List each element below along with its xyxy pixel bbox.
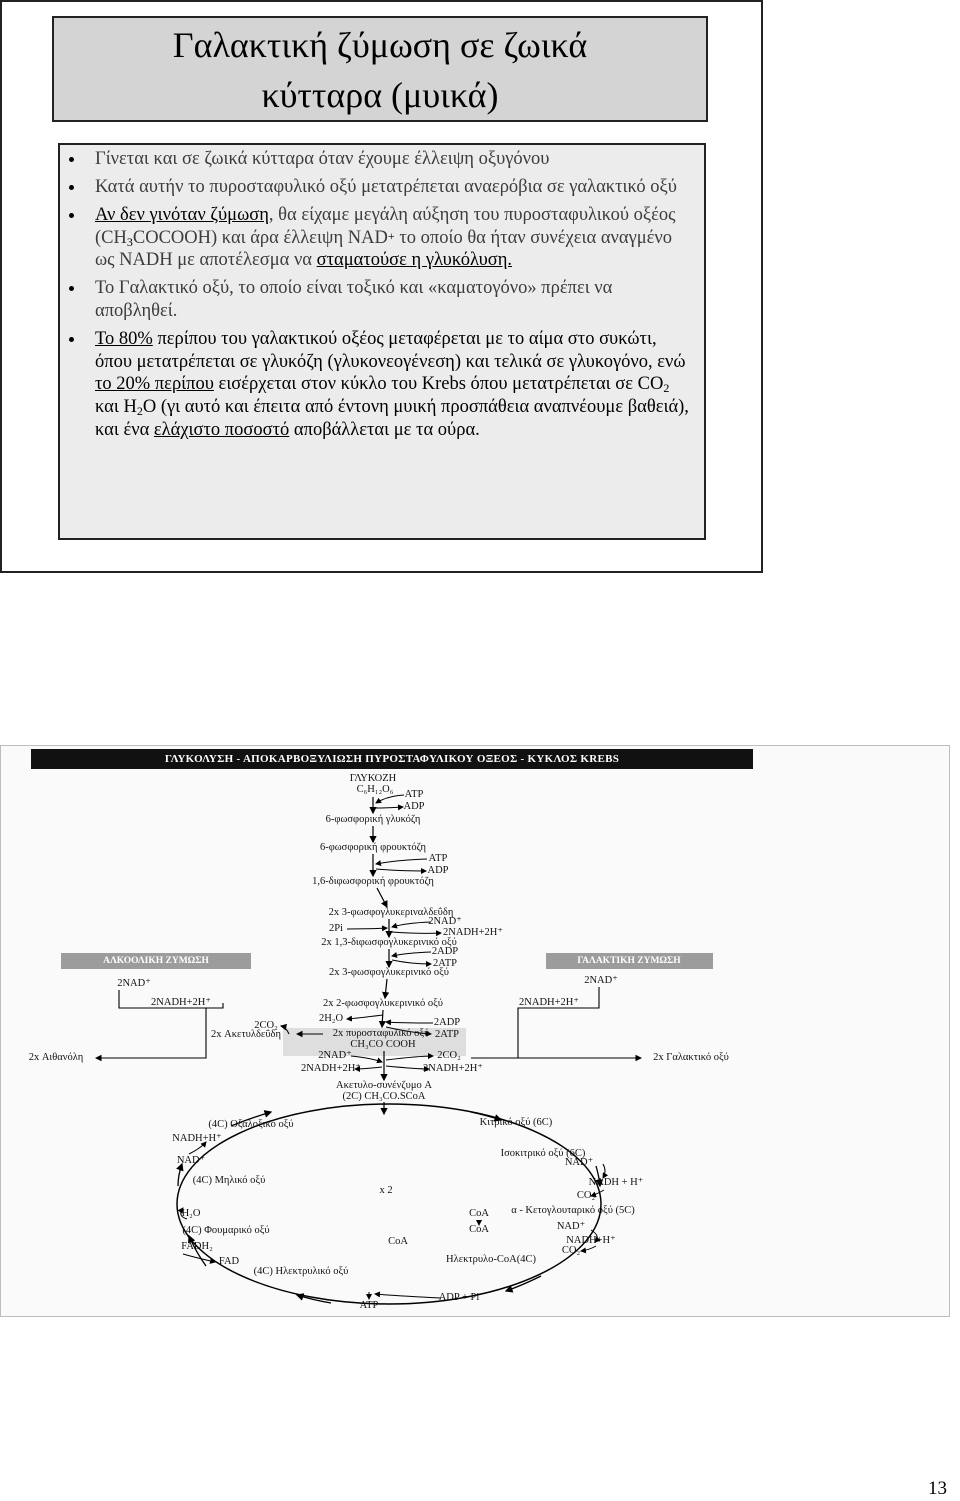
- label-nadh: 2NADH+2H⁺: [443, 927, 503, 938]
- label-alpha-ketoglutarate: α - Κετογλουταρικό οξύ (5C): [511, 1205, 635, 1216]
- label-isocitrate: Ισοκιτρικό οξύ (6C): [500, 1148, 586, 1159]
- label-nadh: NADH+H⁺: [566, 1235, 616, 1246]
- label-adp: ADP: [427, 865, 449, 876]
- label-nad: NAD⁺: [556, 1221, 586, 1232]
- label-oxaloacetate: (4C) Οξαλοξικό οξύ: [208, 1119, 294, 1130]
- bullet-text-underlined: Το 80%: [95, 329, 153, 350]
- bullet-dot: [69, 213, 74, 218]
- label-fumarate: (4C) Φουμαρικό οξύ: [182, 1225, 270, 1236]
- label-atp: ATP: [359, 1300, 379, 1311]
- label-water: 2H₂O: [318, 1013, 344, 1024]
- label-succinate: (4C) Ηλεκτρυλικό οξύ: [253, 1266, 349, 1277]
- bullet-text: και H: [95, 396, 137, 417]
- bullet-text: , θα είχαμε μεγάλη αύξηση του πυροσταφυλικού οξέος (CH: [95, 205, 676, 248]
- label-bisphosphoglycerate: 2x 1,3-διφωσφογλυκερινικό οξύ: [321, 937, 457, 948]
- label-glyceraldehyde-3-phosphate: 2x 3-φωσφογλυκεριναλδεΰδη: [328, 907, 454, 918]
- label-co2: CO₂: [576, 1190, 596, 1201]
- label-succinyl-coa: Ηλεκτρυλο-CoA(4C): [446, 1254, 536, 1265]
- subscript: 2: [136, 403, 143, 418]
- label-fructose-6-phosphate: 6-φωσφορική φρουκτόζη: [319, 842, 427, 853]
- label-nad: NAD⁺: [564, 1157, 594, 1168]
- label-nad: NAD⁺: [176, 1155, 206, 1166]
- label-nad: 2NAD⁺: [428, 916, 462, 927]
- label-nad: 2NAD⁺: [584, 975, 618, 986]
- label-co2: CO₂: [561, 1245, 581, 1256]
- label-fadh2: FADH₂: [181, 1241, 213, 1252]
- label-adp: 2ADP: [431, 946, 459, 957]
- label-malate: (4C) Μηλικό οξύ: [192, 1175, 266, 1186]
- label-nadh: 2NADH+2H⁺: [519, 997, 579, 1008]
- label-atp: 2ATP: [435, 1029, 459, 1040]
- subscript: 3: [126, 234, 133, 249]
- bullet-dot: [69, 337, 74, 342]
- label-2-phosphoglycerate: 2x 2-φωσφογλυκερινικό οξύ: [323, 998, 443, 1009]
- bullet-text: το οποίο θα ήταν συνέχεια αναγμένο ως NADH με αποτέλεσμα να: [95, 227, 673, 271]
- slide-title-box: [52, 16, 708, 122]
- label-adp: ADP: [403, 801, 425, 812]
- label-coa: CoA: [388, 1236, 408, 1247]
- slide-body: [58, 143, 706, 540]
- superscript: +: [387, 228, 395, 243]
- bullet-text: εισέρχεται στον κύκλο του Krebs όπου μετατρέπεται σε CO: [213, 374, 664, 395]
- diagram-header: ΓΛΥΚΟΛΥΣΗ - ΑΠΟΚΑΡΒΟΞΥΛΙΩΣΗ ΠΥΡΟΣΤΑΦΥΛΙΚΟΥ ΟΞΕΟΣ - ΚΥΚΛΟΣ KREBS: [164, 753, 620, 765]
- label-3-phosphoglycerate: 2x 3-φωσφογλυκερινικό οξύ: [329, 967, 449, 978]
- label-nadh: 2NADH+2H⁺: [301, 1063, 361, 1074]
- bullet-text-underlined: ελάχιστο ποσοστό: [153, 419, 290, 440]
- label-glucose: ΓΛΥΚΟΖΗ: [349, 773, 397, 784]
- subscript: 2: [663, 381, 670, 396]
- bullet-text-underlined: σταματούσε η γλυκόλυση.: [316, 250, 513, 271]
- label-fad: FAD: [218, 1256, 240, 1267]
- label-pyruvate-formula: CH₃CO COOH: [350, 1039, 416, 1050]
- label-atp: ATP: [428, 853, 448, 864]
- label-pi: 2Pi: [328, 923, 344, 934]
- bullet-text-underlined: το 20% περίπου: [95, 374, 214, 395]
- label-pyruvate: 2x πυροσταφυλικό οξύ: [332, 1028, 430, 1039]
- label-nad: 2NAD⁺: [318, 1050, 352, 1061]
- label-glucose-formula: C₆H₁₂O₆: [356, 784, 394, 795]
- label-nadh: NADH + H⁺: [588, 1177, 644, 1188]
- label-glucose-6-phosphate: 6-φωσφορική γλυκόζη: [325, 814, 421, 825]
- bullet-text: O (γι αυτό και έπειτα από έντονη μυική προσπάθεια αναπνέουμε βαθειά), και ένα: [95, 396, 689, 440]
- label-nadh: 2NADH+2H⁺: [423, 1063, 483, 1074]
- krebs-cycle-circle: [177, 1104, 601, 1304]
- bullet-dot: [69, 185, 74, 190]
- label-co2: 2CO₂: [254, 1020, 278, 1031]
- bullet-text: Το Γαλακτικό οξύ, το οποίο είναι τοξικό και «καματογόνο» πρέπει να αποβληθεί.: [95, 278, 613, 322]
- label-atp: 2ATP: [433, 958, 457, 969]
- label-acetyl-coa-formula: (2C) CH₃CO.SCoA: [342, 1091, 426, 1102]
- bullet-dot: [69, 286, 74, 291]
- label-ethanol: 2x Αιθανόλη: [28, 1052, 84, 1063]
- label-water: H₂O: [181, 1208, 201, 1219]
- slide-title-line-1: Γαλακτική ζύμωση σε ζωικά: [172, 25, 588, 65]
- bullet-text: περίπου του γαλακτικού οξέος μεταφέρεται με το αίμα στο συκώτι, όπου μετατρέπεται σε γλυκόζη (γλυκονεογένεση) και τελικά σε γλυκογόνο, ενώ: [95, 329, 686, 372]
- bullet-item: [60, 148, 696, 171]
- label-lactate: 2x Γαλακτικό οξύ: [653, 1052, 729, 1063]
- label-coa: CoA: [469, 1224, 489, 1235]
- bullet-item: [60, 204, 696, 272]
- bullet-item: [60, 176, 696, 199]
- slide-title-line-2: κύτταρα (μυικά): [261, 75, 499, 115]
- label-coa: CoA: [469, 1208, 489, 1219]
- metabolic-pathway-diagram: [0, 745, 950, 1317]
- label-atp: ATP: [404, 789, 424, 800]
- lactic-fermentation-title: ΓΑΛΑΚΤΙΚΗ ΖΥΜΩΣΗ: [577, 956, 681, 966]
- label-co2: 2CO₂: [437, 1050, 461, 1061]
- bullet-item: [60, 328, 696, 441]
- label-nadh: NADH+H⁺: [172, 1133, 222, 1144]
- label-nad: 2NAD⁺: [117, 978, 151, 989]
- label-times-two: x 2: [379, 1185, 393, 1196]
- label-adp-pi: ADP + Pi: [438, 1292, 480, 1303]
- bullet-text: COCOOH) και άρα έλλειψη NAD: [132, 227, 388, 248]
- bullet-dot: [69, 157, 74, 162]
- alcoholic-fermentation-title: ΑΛΚΟΟΛΙΚΗ ΖΥΜΩΣΗ: [103, 956, 209, 966]
- bullet-item: [60, 277, 696, 322]
- label-acetyl-coa: Ακετυλο-συνένζυμο A: [336, 1080, 432, 1091]
- bullet-text: Κατά αυτήν το πυροσταφυλικό οξύ μετατρέπεται αναερόβια σε γαλακτικό οξύ: [95, 177, 677, 198]
- bullet-text: Γίνεται και σε ζωικά κύτταρα όταν έχουμε έλλειψη οξυγόνου: [95, 149, 550, 169]
- krebs-cofactor-arrows: [181, 1142, 605, 1299]
- label-adp: 2ADP: [433, 1017, 461, 1028]
- bullet-text-underlined: Αν δεν γινόταν ζύμωση: [95, 205, 269, 226]
- label-acetaldehyde: 2x Ακετυλδεΰδη: [211, 1029, 281, 1040]
- label-fructose-bisphosphate: 1,6-διφωσφορική φρουκτόζη: [312, 876, 434, 887]
- bullet-text: αποβάλλεται με τα ούρα.: [289, 419, 480, 440]
- label-citrate: Κιτρικό οξύ (6C): [479, 1117, 553, 1128]
- label-nadh: 2NADH+2H⁺: [151, 997, 211, 1008]
- page-number: 13: [928, 1478, 947, 1499]
